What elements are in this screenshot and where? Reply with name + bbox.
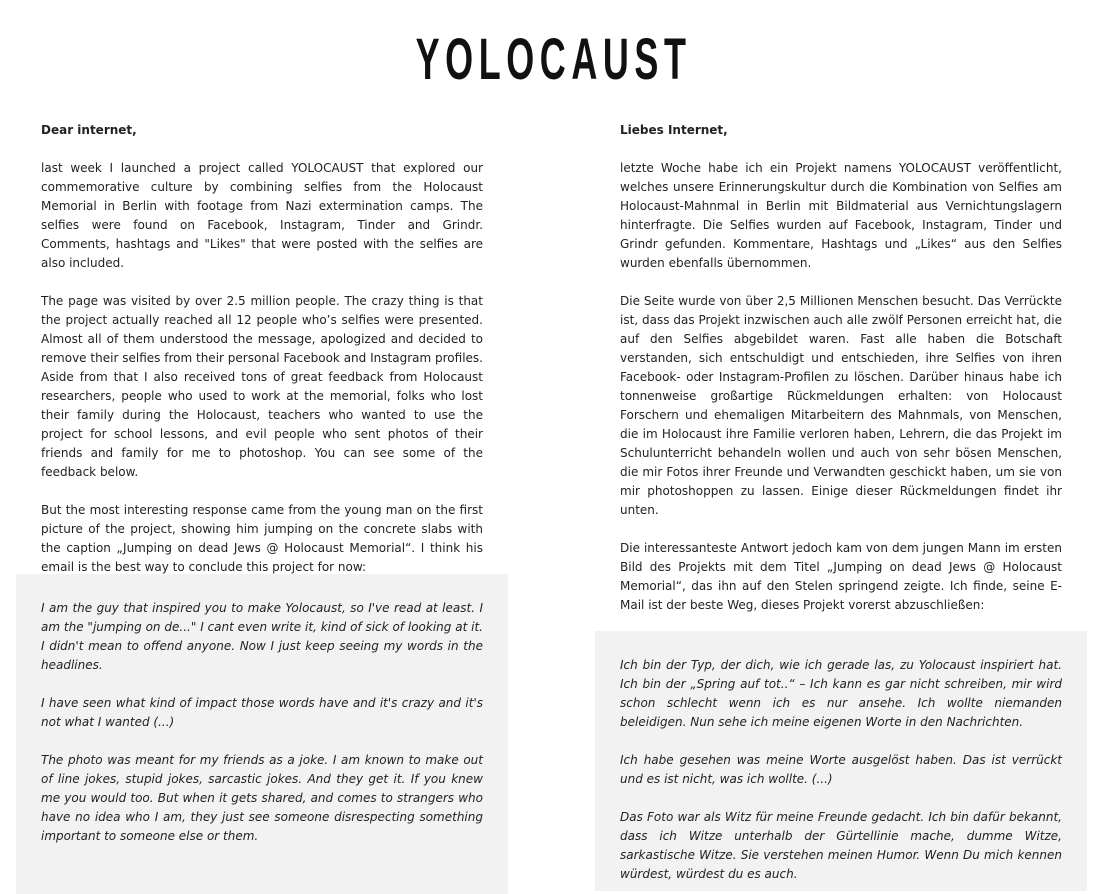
german-paragraph: Die Seite wurde von über 2,5 Millionen Menschen besucht. Das Verrückte ist, dass das Projekt inzwischen auch alle zwölf Personen erreicht hat, die auf den Selfies abgebildet waren. Fast alle haben die Botschaft verstanden, sich entschuldigt und entschieden, ihre Selfies von ihren Facebook- oder Instagram-Profilen zu löschen. Darüber hinaus habe ich tonnenweise großartige Rückmeldungen erhalten: von Holocaust Forschern und ehemaligen Mitarbeitern des Mahnmals, von Menschen, die im Holocaust ihre Familie verloren haben, Lehrern, die das Projekt im Schulunterricht behandeln wollen und auch von sehr bösen Menschen, die mir Fotos ihrer Freunde und Verwandten geschickt haben, um sie von mir photoshoppen zu lassen. Einige dieser Rückmeldungen findet ihr unten. [620,294,1062,517]
site-header [0,26,1107,93]
quote-paragraph: Das Foto war als Witz für meine Freunde gedacht. Ich bin dafür bekannt, dass ich Witze unterhalb der Gürtellinie mache, dumme Witze, sarkastische Witze. Sie verstehen meinen Humor. Wenn Du mich kennen würdest, würdest du es auch. [620,810,1062,881]
german-greeting: Liebes Internet, [620,123,728,137]
english-column [41,121,483,596]
german-email-quote [595,631,1087,891]
german-paragraph: letzte Woche habe ich ein Projekt namens YOLOCAUST veröffentlicht, welches unsere Erinnerungskultur durch die Kombination von Selfies am Holocaust-Mahnmal in Berlin mit Bildmaterial aus Vernichtungslagern hinterfragte. Die Selfies wurden auf Facebook, Instagram, Tinder und Grindr gefunden. Kommentare, Hashtags und „Likes“ aus den Selfies wurden ebenfalls übernommen. [620,161,1062,270]
english-greeting: Dear internet, [41,123,137,137]
quote-paragraph: Ich bin der Typ, der dich, wie ich gerade las, zu Yolocaust inspiriert hat. Ich bin der „Spring auf tot..“ – Ich kann es gar nicht schreiben, mir wird schon schlecht wenn ich es nur ansehe. Ich wollte niemanden beleidigen. Nun sehe ich meine eigenen Worte in den Nachrichten. [620,658,1062,729]
german-paragraph: Die interessanteste Antwort jedoch kam von dem jungen Mann im ersten Bild des Projekts mit dem Titel „Jumping on dead Jews @ Holocaust Memorial“, das ihn auf den Stelen springend zeigte. Ich finde, seine E-Mail ist der beste Weg, dieses Projekt vorerst abzuschließen: [620,541,1062,612]
english-email-quote [16,574,508,894]
site-title-logo: YOLOCAUST [415,27,692,92]
english-paragraph: But the most interesting response came from the young man on the first picture of the project, showing him jumping on the concrete slabs with the caption „Jumping on dead Jews @ Holocaust Memorial“. I think his email is the best way to conclude this project for now: [41,503,483,574]
german-column [620,121,1062,634]
quote-paragraph: The photo was meant for my friends as a joke. I am known to make out of line jokes, stupid jokes, sarcastic jokes. And they get it. If you knew me you would too. But when it gets shared, and comes to strangers who have no idea who I am, they just see someone disrespecting something important to someone else or them. [41,753,483,843]
quote-paragraph: I am the guy that inspired you to make Yolocaust, so I've read at least. I am the "jumping on de..." I cant even write it, kind of sick of looking at it. I didn't mean to offend anyone. Now I just keep seeing my words in the headlines. [41,601,483,672]
english-paragraph: last week I launched a project called YOLOCAUST that explored our commemorative culture by combining selfies from the Holocaust Memorial in Berlin with footage from Nazi extermination camps. The selfies were found on Facebook, Instagram, Tinder and Grindr. Comments, hashtags and "Likes" that were posted with the selfies are also included. [41,161,483,270]
english-paragraph: The page was visited by over 2.5 million people. The crazy thing is that the project actually reached all 12 people who’s selfies were presented. Almost all of them understood the message, apologized and decided to remove their selfies from their personal Facebook and Instagram profiles. Aside from that I also received tons of great feedback from Holocaust researchers, people who used to work at the memorial, folks who lost their family during the Holocaust, teachers who wanted to use the project for school lessons, and evil people who sent photos of their friends and family for me to photoshop. You can see some of the feedback below. [41,294,483,479]
quote-paragraph: Ich habe gesehen was meine Worte ausgelöst haben. Das ist verrückt und es ist nicht, was ich wollte. (...) [620,753,1062,786]
quote-paragraph: I have seen what kind of impact those words have and it's crazy and it's not what I wanted (...) [41,696,483,729]
